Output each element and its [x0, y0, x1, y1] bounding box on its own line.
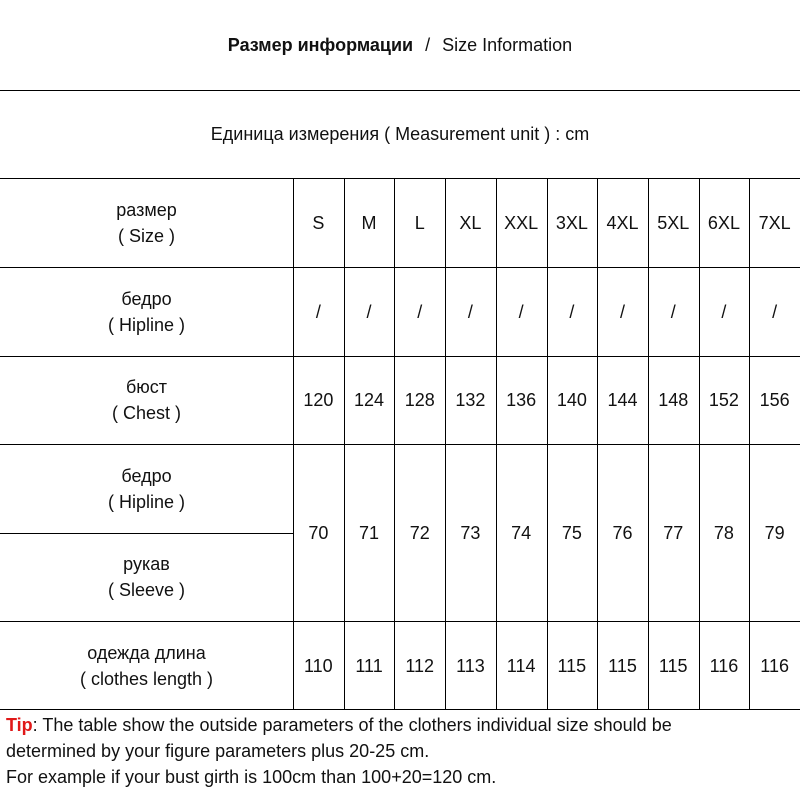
- length-value: 116: [760, 655, 789, 676]
- chest-value: 132: [455, 390, 486, 410]
- line-h: [0, 90, 800, 91]
- line-v: [344, 178, 345, 710]
- length-value: 114: [506, 655, 536, 676]
- chest-value: 152: [708, 390, 739, 410]
- size-header-cell: 7XL: [758, 212, 791, 233]
- tip-line-1: : The table show the outside parameters of the clothers individual size should be: [32, 715, 672, 735]
- line-v: [597, 178, 598, 710]
- tip-line-2: determined by your figure parameters plus 20-25 cm.: [6, 741, 430, 761]
- line-v: [547, 178, 548, 710]
- hipline-value: /: [670, 301, 676, 322]
- line-v: [749, 178, 750, 710]
- line-v: [293, 178, 294, 710]
- hipline-value: /: [467, 301, 473, 322]
- size-header-cell: L: [414, 212, 425, 233]
- title-en: Size Information: [442, 35, 573, 55]
- size-label-ru: размер: [116, 199, 177, 220]
- table-title: [0, 0, 800, 90]
- chest-value: 136: [506, 390, 537, 410]
- chest-value: 156: [759, 390, 790, 410]
- measurement-unit-text: Единица измерения ( Measurement unit ) : cm: [210, 124, 590, 144]
- hipline-label-en: ( Hipline ): [107, 314, 186, 335]
- line-v: [496, 178, 497, 710]
- size-header-cell: 4XL: [606, 212, 639, 233]
- line-v: [648, 178, 649, 710]
- tip-line-3: For example if your bust girth is 100cm than 100+20=120 cm.: [6, 767, 497, 787]
- length-value: 111: [355, 655, 383, 676]
- hipline-value: /: [620, 301, 626, 322]
- hipline-value: /: [721, 301, 727, 322]
- hipline-sleeve-value: 76: [612, 522, 633, 543]
- hipline-label-ru: бедро: [121, 288, 172, 309]
- row-label-hipline-2: [0, 444, 293, 533]
- hipline-value: /: [417, 301, 423, 322]
- hipline-sleeve-value: 79: [764, 522, 785, 543]
- line-h: [0, 621, 800, 622]
- hipline2-label-ru: бедро: [121, 465, 172, 486]
- hipline-sleeve-value: 75: [561, 522, 582, 543]
- hipline-sleeve-value: 70: [308, 522, 329, 543]
- tip-label: Tip: [6, 715, 33, 735]
- row-label-size: [0, 178, 293, 267]
- length-value: 115: [557, 655, 587, 676]
- size-header-cell: M: [361, 212, 377, 233]
- line-h: [0, 356, 800, 357]
- length-label-en: ( clothes length ): [79, 668, 214, 689]
- title-ru: Размер информации: [227, 35, 414, 55]
- row-label-chest: [0, 356, 293, 444]
- chest-label-ru: бюст: [125, 377, 168, 397]
- line-v: [445, 178, 446, 710]
- tip-note: [6, 712, 796, 790]
- row-label-length: [0, 621, 293, 710]
- hipline-sleeve-value: 71: [359, 522, 380, 543]
- line-h: [0, 178, 800, 179]
- line-h: [0, 444, 800, 445]
- chest-value: 128: [404, 390, 435, 410]
- measurement-unit: [0, 90, 800, 178]
- length-value: 112: [405, 655, 435, 676]
- length-value: 115: [658, 655, 688, 676]
- chest-value: 140: [556, 390, 587, 410]
- sleeve-label-en: ( Sleeve ): [107, 580, 186, 600]
- line-h: [0, 267, 800, 268]
- size-header-cell: 3XL: [555, 212, 588, 233]
- hipline-value: /: [315, 301, 321, 322]
- chest-value: 120: [303, 390, 334, 410]
- size-header-cell: XL: [459, 212, 482, 233]
- length-value: 116: [709, 655, 739, 676]
- chest-value: 144: [607, 390, 638, 410]
- hipline2-label-en: ( Hipline ): [107, 491, 186, 512]
- hipline-sleeve-value: 78: [713, 522, 734, 543]
- row-label-hipline: [0, 267, 293, 356]
- line-v: [699, 178, 700, 710]
- hipline-value: /: [518, 301, 524, 322]
- hipline-sleeve-value: 77: [663, 522, 684, 543]
- line-h-partial: [0, 533, 293, 534]
- length-label-ru: одежда длина: [87, 642, 206, 663]
- size-header-cell: 5XL: [657, 212, 690, 233]
- size-label-en: ( Size ): [117, 225, 175, 246]
- hipline-sleeve-value: 73: [460, 522, 481, 543]
- line-v: [394, 178, 395, 710]
- hipline-value: /: [366, 301, 372, 322]
- chest-value: 124: [354, 390, 385, 410]
- hipline-value: /: [772, 301, 778, 322]
- chest-label-en: ( Chest ): [111, 403, 181, 423]
- size-header-cell: XXL: [504, 212, 539, 233]
- hipline-sleeve-value: 74: [511, 522, 532, 543]
- hipline-sleeve-value: 72: [409, 522, 430, 543]
- sleeve-label-ru: рукав: [123, 554, 170, 574]
- hipline-value: /: [569, 301, 575, 322]
- size-header-cell: 6XL: [707, 212, 740, 233]
- chest-value: 148: [658, 390, 689, 410]
- size-header-cell: S: [312, 212, 325, 233]
- length-value: 110: [303, 655, 333, 676]
- length-value: 115: [608, 655, 637, 676]
- row-label-sleeve: [0, 533, 293, 621]
- title-separator: /: [425, 35, 431, 55]
- length-value: 113: [456, 655, 485, 676]
- line-h: [0, 709, 800, 710]
